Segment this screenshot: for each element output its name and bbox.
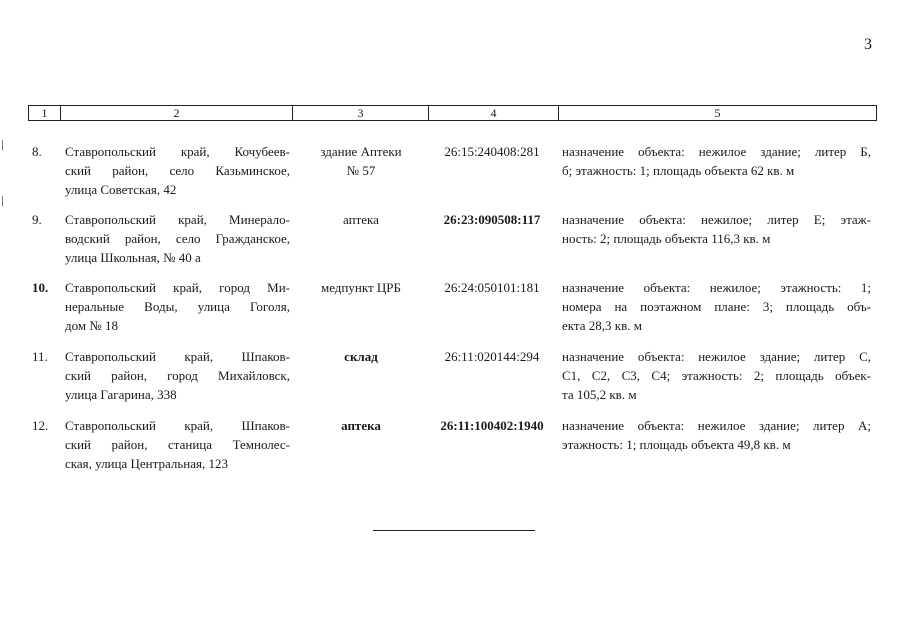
description-line: б; этажность: 1; площадь объекта 62 кв. м [562, 163, 795, 178]
row-number: 10. [32, 280, 49, 295]
description-line: назначение объекта: нежилое; этажность: 1; [562, 280, 871, 295]
header-cell: 1 [29, 106, 61, 120]
address-line: ская, улица Центральная, 123 [65, 456, 228, 471]
description-line: та 105,2 кв. м [562, 387, 637, 402]
description-cell [562, 416, 871, 454]
column-number-header [28, 105, 877, 121]
object-line: здание Аптеки [320, 144, 402, 159]
cadastral-number: 26:11:020144:294 [444, 349, 540, 364]
object-line: медпункт ЦРБ [320, 280, 401, 295]
margin-mark [2, 196, 3, 206]
description-cell [562, 210, 871, 248]
header-cell: 3 [293, 106, 429, 120]
description-line: этажность: 1; площадь объекта 49,8 кв. м [562, 437, 791, 452]
address-line: улица Школьная, № 40 а [65, 250, 201, 265]
object-cell [302, 142, 420, 180]
address-line: Ставропольский край, Шпаков- [65, 418, 290, 433]
description-line: назначение объекта: нежилое здание; литер С, [562, 349, 871, 364]
object-line: аптека [343, 212, 379, 227]
address-cell [65, 347, 290, 404]
cadastral-number: 26:11:100402:1940 [440, 418, 544, 433]
address-line: Ставропольский край, Шпаков- [65, 349, 290, 364]
address-line: Ставропольский край, город Ми- [65, 280, 290, 295]
address-line: водский район, село Гражданское, [65, 231, 290, 246]
object-cell [302, 416, 420, 435]
address-line: ский район, село Казьминское, [65, 163, 290, 178]
description-line: ность: 2; площадь объекта 116,3 кв. м [562, 231, 771, 246]
description-line: назначение объекта: нежилое здание; литер Б, [562, 144, 871, 159]
object-line: аптека [341, 418, 381, 433]
address-cell [65, 142, 290, 199]
cadastral-number: 26:24:050101:181 [444, 280, 540, 295]
end-separator-line [373, 530, 535, 531]
address-line: Ставропольский край, Минерало- [65, 212, 290, 227]
description-line: назначение объекта: нежилое; литер Е; этаж- [562, 212, 871, 227]
address-cell [65, 278, 290, 335]
cadastral-number: 26:23:090508:117 [443, 212, 541, 227]
description-cell [562, 142, 871, 180]
address-cell [65, 210, 290, 267]
object-cell [302, 347, 420, 366]
address-line: дом № 18 [65, 318, 118, 333]
address-line: улица Советская, 42 [65, 182, 177, 197]
description-line: С1, С2, С3, С4; этажность: 2; площадь объек- [562, 368, 871, 383]
description-line: номера на поэтажном плане: 3; площадь объ- [562, 299, 871, 314]
address-line: Ставропольский край, Кочубеев- [65, 144, 290, 159]
header-cell: 2 [61, 106, 293, 120]
description-cell [562, 347, 871, 404]
description-line: назначение объекта: нежилое здание; литер А; [562, 418, 871, 433]
page-number: 3 [864, 36, 872, 53]
row-number: 11. [32, 349, 48, 364]
address-line: улица Гагарина, 338 [65, 387, 177, 402]
address-line: ский район, город Михайловск, [65, 368, 290, 383]
row-number: 12. [32, 418, 49, 433]
description-cell [562, 278, 871, 335]
address-line: неральные Воды, улица Гоголя, [65, 299, 290, 314]
row-number: 9. [32, 212, 42, 227]
cadastral-number: 26:15:240408:281 [444, 144, 540, 159]
description-line: екта 28,3 кв. м [562, 318, 642, 333]
object-cell [302, 278, 420, 297]
row-number: 8. [32, 144, 42, 159]
address-line: ский район, станица Темнолес- [65, 437, 290, 452]
header-cell: 5 [714, 106, 721, 120]
margin-mark [2, 140, 3, 150]
object-cell [302, 210, 420, 229]
object-line: № 57 [346, 163, 376, 178]
address-cell [65, 416, 290, 473]
object-line: склад [344, 349, 378, 364]
header-cell: 4 [429, 106, 559, 120]
